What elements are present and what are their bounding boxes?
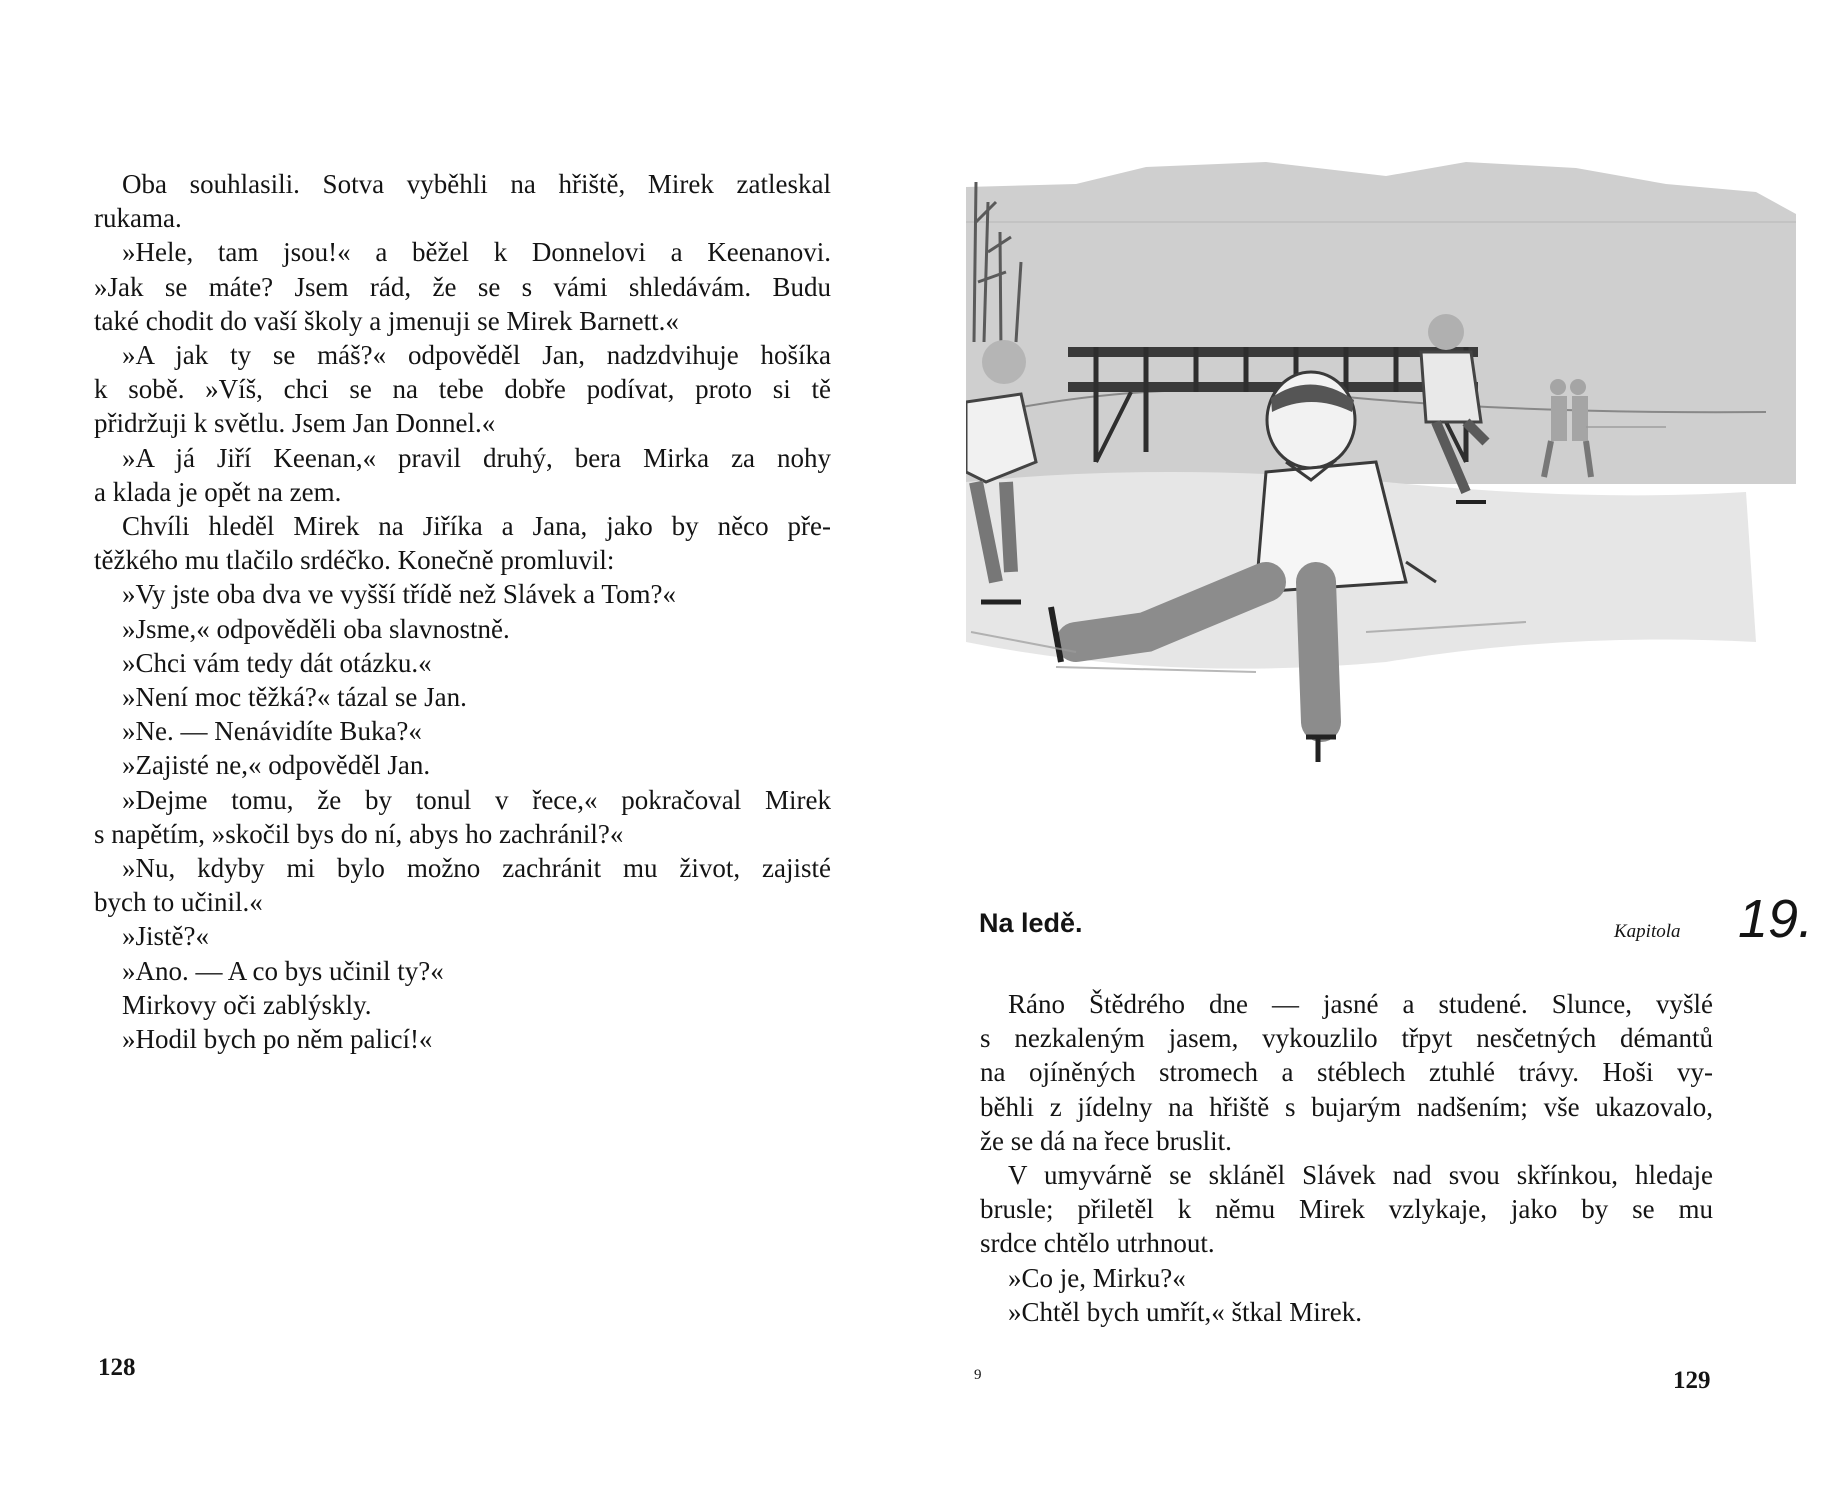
paragraph: bych to učinil.« [94,887,263,918]
chapter-label: Kapitola [1614,921,1681,942]
paragraph: »Vy jste oba dva ve vyšší třídě než Slávek a Tom?« [122,579,676,610]
paragraph: s napětím, »skočil bys do ní, abys ho zachránil?« [94,818,624,849]
paragraph: Mirkovy oči zablýskly. [122,989,372,1020]
left-page-text [94,167,831,1056]
paragraph: na ojíněných stromech a stéblech ztuhlé trávy. Hoši vy- [980,1057,1713,1088]
paragraph: brusle; přiletěl k němu Mirek vzlykaje, jako by se mu [980,1194,1713,1225]
paragraph: »Není moc těžká?« tázal se Jan. [122,682,467,713]
paragraph: »Jsme,« odpověděli oba slavnostně. [122,613,510,644]
paragraph: Chvíli hleděl Mirek na Jiříka a Jana, jako by něco pře- [122,511,831,542]
paragraph: »Chtěl bych umřít,« štkal Mirek. [1008,1296,1362,1327]
paragraph: a klada je opět na zem. [94,476,342,507]
paragraph: »Jak se máte? Jsem rád, že se s vámi shledávám. Budu [94,271,831,302]
paragraph: rukama. [94,203,182,234]
paragraph: přidržuji k světlu. Jsem Jan Donnel.« [94,408,496,439]
paragraph: s nezkaleným jasem, vykouzlilo třpyt nesčetných démantů [980,1023,1713,1054]
paragraph: Ráno Štědrého dne — jasné a studené. Slunce, vyšlé [1008,989,1713,1019]
page-number: 128 [98,1354,136,1381]
paragraph: »Chci vám tedy dát otázku.« [122,647,432,678]
paragraph: »Ne. — Nenávidíte Buka?« [122,716,422,747]
paragraph: k sobě. »Víš, chci se na tebe dobře podívat, proto si tě [94,374,831,405]
paragraph: že se dá na řece bruslit. [980,1125,1232,1156]
signature-mark: 9 [974,1367,982,1383]
paragraph: »A jak ty se máš?« odpověděl Jan, nadzdvihuje hošíka [122,340,831,371]
skating-illustration [966,162,1802,884]
paragraph: »Hodil bych po něm palicí!« [122,1024,433,1055]
page-number: 129 [1673,1367,1711,1394]
paragraph: »Zajisté ne,« odpověděl Jan. [122,750,431,781]
paragraph: »Hele, tam jsou!« a běžel k Donnelovi a Keenanovi. [122,237,831,268]
paragraph: »A já Jiří Keenan,« pravil druhý, bera Mirka za nohy [122,442,831,473]
paragraph: »Ano. — A co bys učinil ty?« [122,955,444,986]
paragraph: Oba souhlasili. Sotva vyběhli na hřiště, Mirek zatleskal [122,169,831,199]
winter-sky [966,162,1796,484]
right-page [914,0,1828,1500]
chapter-title: Na ledě. [979,908,1083,938]
paragraph: také chodit do vaší školy a jmenuji se Mirek Barnett.« [94,305,679,336]
paragraph: »Nu, kdyby mi bylo možno zachránit mu život, zajisté [122,853,831,884]
paragraph: »Co je, Mirku?« [1008,1262,1186,1293]
paragraph: srdce chtělo utrhnout. [980,1228,1215,1259]
paragraph: »Dejme tomu, že by tonul v řece,« pokračoval Mirek [122,784,831,815]
paragraph: V umyvárně se skláněl Slávek nad svou skřínkou, hledaje [1008,1160,1713,1191]
paragraph: těžkého mu tlačilo srdéčko. Konečně promluvil: [94,545,615,576]
paragraph: běhli z jídelny na hřiště s bujarým nadšením; vše ukazovalo, [980,1091,1713,1122]
paragraph: »Jistě?« [122,921,209,952]
right-page-text [980,987,1713,1329]
chapter-number: 19. [1738,889,1814,949]
